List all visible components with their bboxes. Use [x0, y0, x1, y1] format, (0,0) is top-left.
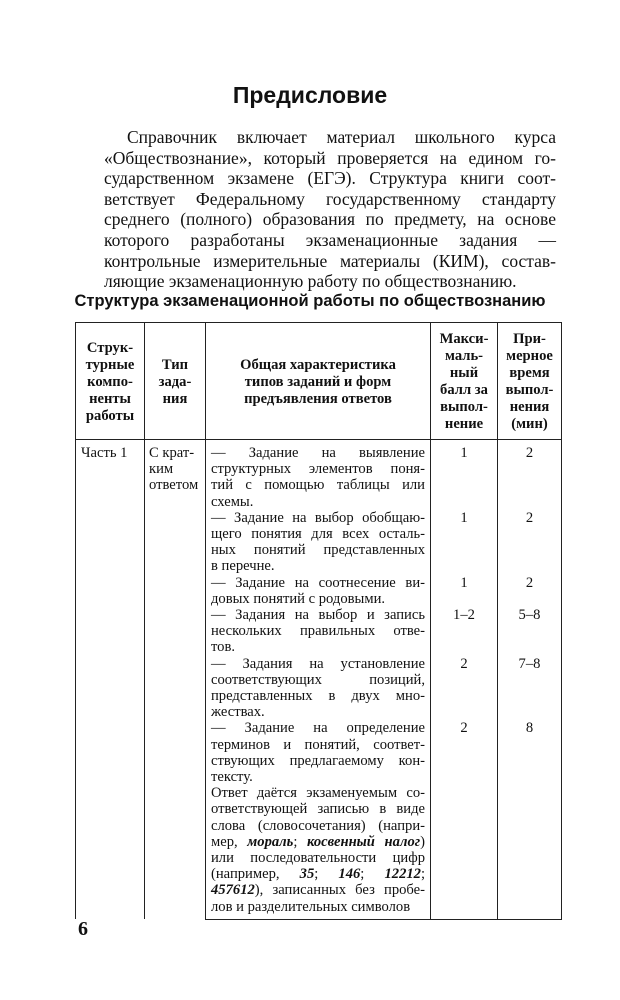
table-row	[76, 440, 562, 510]
description-line: лов и разделительных символов	[211, 898, 411, 915]
task-description	[206, 510, 431, 575]
description-line	[211, 834, 425, 850]
description-line: представленных в двух мно-	[211, 688, 425, 705]
max-score: 1	[431, 440, 498, 510]
time-minutes: 2	[498, 510, 562, 575]
intro-line: контрольные измерительные материалы (КИМ), состав-	[104, 250, 556, 271]
header-component	[76, 323, 145, 440]
note-fragment: ;	[420, 866, 426, 883]
exam-structure-table	[75, 322, 562, 920]
intro-line: «Обществознание», который проверяется на едином го-	[104, 147, 556, 168]
intro-line: Справочник включает материал школьного курса	[127, 127, 556, 147]
header-text: предъявления ответов	[244, 390, 392, 407]
header-text: Макси-	[439, 331, 489, 347]
page-title: Предисловие	[232, 82, 388, 108]
description-line: — Задание на выявление	[211, 445, 425, 461]
header-text: зада-	[158, 373, 192, 390]
max-score: 2	[431, 720, 498, 785]
description-line: тий с помощью таблицы или	[211, 477, 425, 494]
note-fragment: мер,	[211, 833, 248, 850]
header-text: (мин)	[511, 416, 548, 432]
header-text: работы	[85, 407, 135, 424]
intro-line: которого разработаны экзаменационные задания —	[104, 229, 556, 250]
description-line: ствующих предлагаемому кон-	[211, 752, 425, 769]
header-text: ненты	[89, 390, 131, 407]
note-fragment: косвенный налог	[307, 833, 421, 850]
description-line	[211, 866, 425, 882]
description-line: щего понятия для всех осталь-	[211, 526, 425, 543]
header-text: нения	[509, 399, 550, 415]
answer-note	[206, 785, 431, 919]
time-minutes: 2	[498, 440, 562, 510]
description-line: тексту.	[211, 769, 253, 786]
description-line: — Задания на выбор и запись	[211, 607, 425, 624]
note-fragment: 35	[299, 866, 315, 883]
max-score: 1	[431, 510, 498, 575]
header-text: компо-	[87, 373, 133, 390]
page-number: 6	[78, 918, 88, 940]
task-description	[206, 607, 431, 656]
header-text: нение	[444, 416, 484, 432]
header-text: Струк-	[86, 339, 134, 356]
note-fragment: ;	[314, 866, 339, 883]
max-score	[431, 785, 498, 919]
header-text: ный	[449, 365, 479, 381]
header-text: мерное	[506, 348, 553, 364]
time-minutes: 7–8	[498, 656, 562, 721]
type-text: ким	[149, 461, 174, 478]
note-fragment: ), записанных без пробе-	[254, 882, 425, 899]
header-text: типов заданий и форм	[244, 373, 392, 390]
header-time	[498, 323, 562, 440]
note-fragment: (например,	[211, 866, 300, 883]
time-minutes: 2	[498, 575, 562, 607]
header-text: время	[509, 365, 550, 381]
note-fragment: )	[420, 833, 426, 850]
time-minutes: 8	[498, 720, 562, 785]
description-line: в перечне.	[211, 558, 275, 575]
header-text: При-	[513, 331, 546, 347]
table-header-row	[76, 323, 562, 440]
intro-line: ляющие экзаменационную работу по обществознанию.	[104, 271, 517, 292]
intro-line: среднего (полного) образования по предмету, на основе	[104, 209, 556, 230]
description-line	[211, 882, 425, 898]
note-fragment: мораль	[247, 833, 294, 850]
header-text: выпол-	[440, 399, 488, 415]
description-line: нескольких правильных отве-	[211, 623, 425, 640]
max-score: 1–2	[431, 607, 498, 656]
description-line: схемы.	[211, 493, 254, 510]
description-line: или последовательности цифр	[211, 850, 425, 867]
note-fragment: 146	[338, 866, 361, 883]
header-description	[206, 323, 431, 440]
description-line: — Задания на установление	[211, 655, 425, 672]
type-text: С крат-	[149, 445, 195, 461]
description-line: ответствующей записью в виде	[211, 801, 425, 818]
note-fragment: 457612	[211, 882, 255, 899]
description-line: — Задание на соотнесение ви-	[211, 574, 425, 591]
header-text: турные	[85, 356, 135, 373]
time-minutes: 5–8	[498, 607, 562, 656]
table-caption: Структура экзаменационной работы по обществознанию	[74, 292, 546, 310]
description-line: соответствующих позиций,	[211, 671, 425, 688]
description-line: ных понятий представленных	[211, 542, 425, 559]
header-type	[145, 323, 206, 440]
description-line: Ответ даётся экзаменуемым со-	[211, 785, 425, 802]
description-line: слова (словосочетания) (напри-	[211, 817, 425, 834]
description-line: довых понятий с родовыми.	[211, 590, 386, 607]
task-description	[206, 720, 431, 785]
description-line: жествах.	[211, 704, 265, 721]
intro-paragraph	[104, 127, 556, 292]
max-score: 1	[431, 575, 498, 607]
note-fragment: 12212	[384, 866, 421, 883]
note-fragment: ;	[293, 833, 308, 850]
max-score: 2	[431, 656, 498, 721]
type-text: ответом	[149, 477, 199, 494]
part-label: Часть 1	[81, 445, 128, 461]
description-line: — Задание на выбор обобщаю-	[211, 509, 425, 526]
description-line: структурных элементов поня-	[211, 461, 425, 478]
header-text: выпол-	[505, 382, 554, 398]
intro-line: сударственном экзамене (ЕГЭ). Структура книги соот-	[104, 168, 556, 189]
description-line: тов.	[211, 639, 236, 656]
header-text: Общая характеристика	[240, 356, 396, 373]
task-description	[206, 575, 431, 607]
header-text: ния	[162, 390, 188, 407]
header-text: Тип	[161, 356, 189, 373]
time-minutes	[498, 785, 562, 919]
header-text: маль-	[444, 348, 484, 364]
note-fragment: ;	[360, 866, 385, 883]
task-description	[206, 656, 431, 721]
description-line: терминов и понятий, соответ-	[211, 736, 425, 753]
type-cell	[145, 440, 206, 920]
header-max-score	[431, 323, 498, 440]
header-text: балл за	[440, 382, 488, 398]
task-description	[206, 440, 431, 510]
intro-line: ветствует Федеральному государственному стандарту	[104, 188, 556, 209]
part-cell	[76, 440, 145, 920]
description-line: — Задание на определение	[211, 720, 425, 737]
